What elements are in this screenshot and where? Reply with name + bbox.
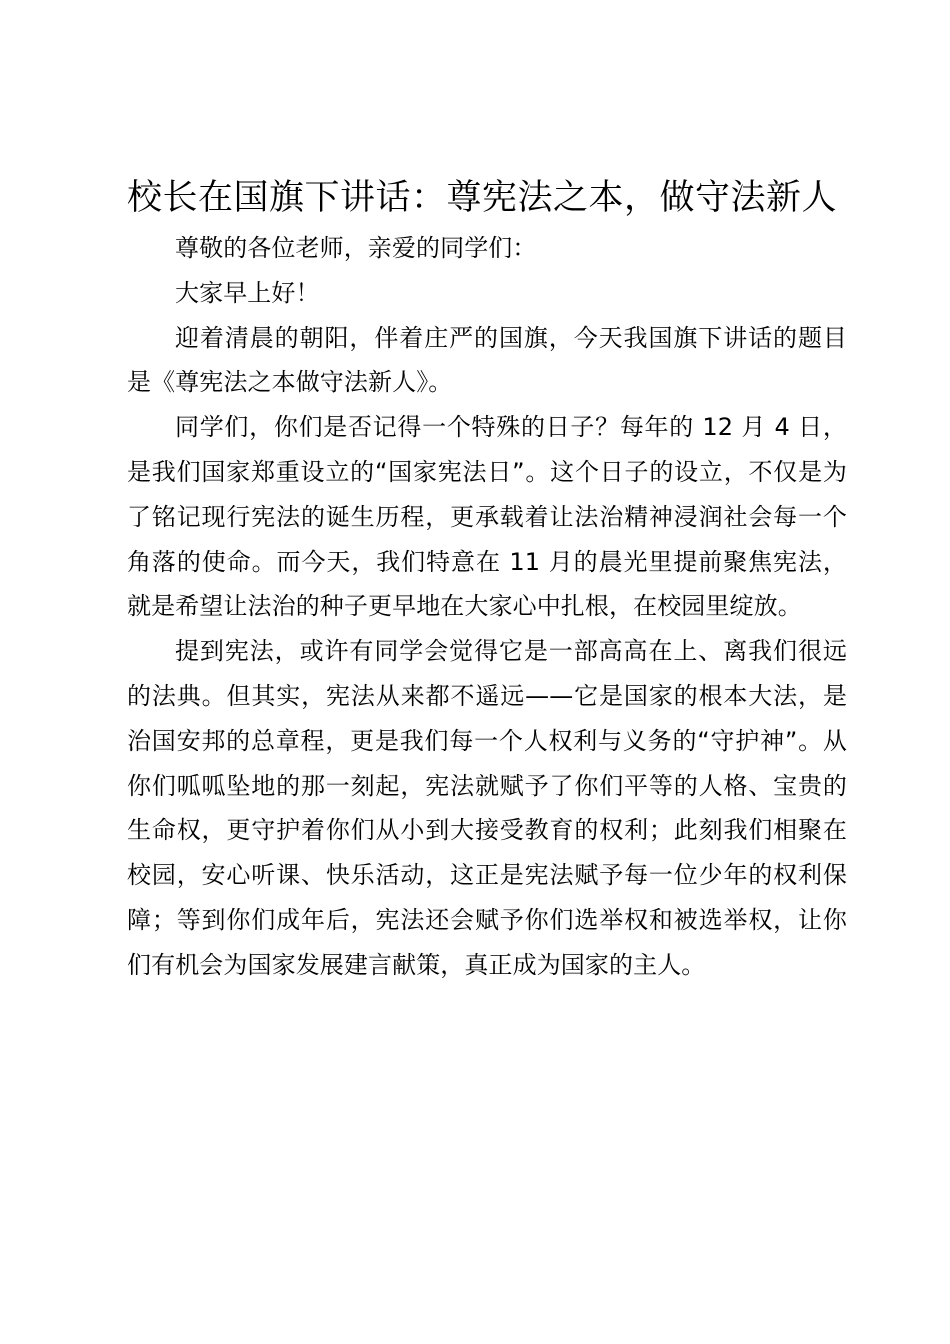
document-page bbox=[127, 172, 847, 988]
document-body bbox=[127, 226, 847, 988]
paragraph-salutation: 尊敬的各位老师，亲爱的同学们： bbox=[175, 234, 537, 262]
paragraph-constitution-day: 同学们，你们是否记得一个特殊的日子？每年的 12 月 4 日，是我们国家郑重设立的“国家宪法日”。这个日子的设立，不仅是为了铭记现行宪法的诞生历程，更承载着让法治精神浸润社会每一个角落的使命。而今天，我们特意在 11 月的晨光里提前聚焦宪法，就是希望让法治的种子更早地在大家心中扎根，在校园里绽放。 bbox=[127, 413, 847, 621]
paragraph-constitution-rights: 提到宪法，或许有同学会觉得它是一部高高在上、离我们很远的法典。但其实，宪法从来都不遥远——它是国家的根本大法，是治国安邦的总章程，更是我们每一个人权利与义务的“守护神”。从你们呱呱坠地的那一刻起，宪法就赋予了你们平等的人格、宝贵的生命权，更守护着你们从小到大接受教育的权利；此刻我们相聚在校园，安心听课、快乐活动，这正是宪法赋予每一位少年的权利保障；等到你们成年后，宪法还会赋予你们选举权和被选举权，让你们有机会为国家发展建言献策，真正成为国家的主人。 bbox=[127, 637, 847, 979]
paragraph-intro: 迎着清晨的朝阳，伴着庄严的国旗，今天我国旗下讲话的题目是《尊宪法之本做守法新人》。 bbox=[127, 323, 847, 397]
document-title: 校长在国旗下讲话：尊宪法之本，做守法新人 bbox=[127, 178, 838, 218]
paragraph-greeting: 大家早上好！ bbox=[175, 278, 320, 307]
